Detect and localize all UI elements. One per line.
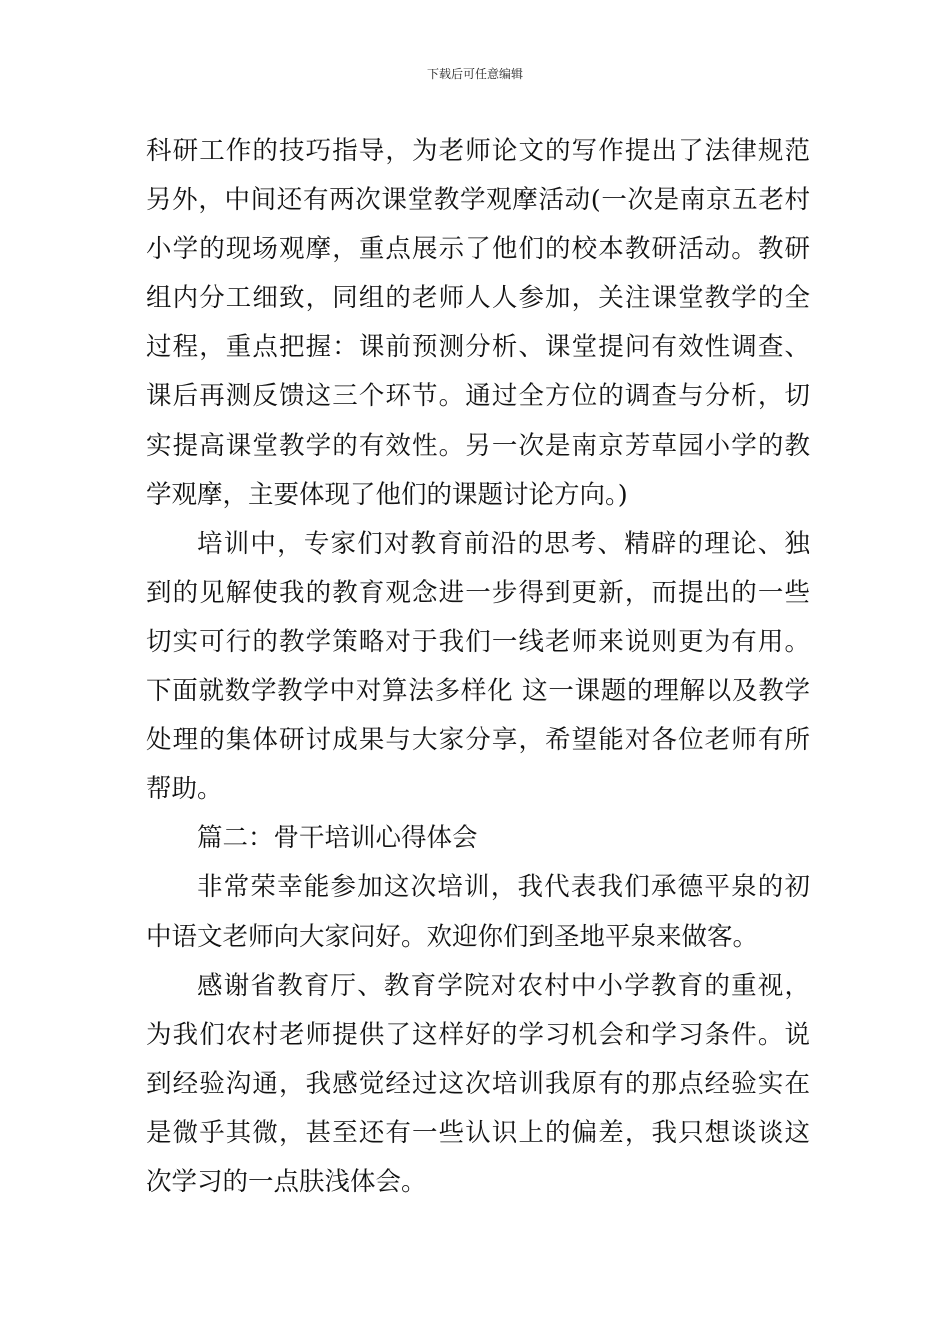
text-line: 课后再测反馈这三个环节。通过全方位的调查与分析，切 xyxy=(146,381,810,412)
text-line: 培训中，专家们对教育前沿的思考、精辟的理论、独 xyxy=(197,528,810,559)
text-line: 处理的集体研讨成果与大家分享，希望能对各位老师有所 xyxy=(146,725,810,756)
text-line: 组内分工细致，同组的老师人人参加，关注课堂教学的全 xyxy=(146,283,810,314)
page-header: 下载后可任意编辑 xyxy=(426,67,523,81)
text-line: 到经验沟通，我感觉经过这次培训我原有的那点经验实在 xyxy=(146,1068,810,1099)
section-heading: 篇二：骨干培训心得体会 xyxy=(197,823,478,854)
text-line: 中语文老师向大家问好。欢迎你们到圣地平泉来做客。 xyxy=(146,921,759,952)
text-line: 过程，重点把握：课前预测分析、课堂提问有效性调查、 xyxy=(146,332,810,363)
document-body xyxy=(146,127,810,1207)
text-line: 为我们农村老师提供了这样好的学习机会和学习条件。说 xyxy=(146,1019,810,1050)
text-line: 非常荣幸能参加这次培训，我代表我们承德平泉的初 xyxy=(197,872,810,903)
text-line: 到的见解使我的教育观念进一步得到更新，而提出的一些 xyxy=(146,577,810,608)
text-line: 另外，中间还有两次课堂教学观摩活动(一次是南京五老村 xyxy=(146,185,810,216)
text-line: 切实可行的教学策略对于我们一线老师来说则更为有用。 xyxy=(146,626,810,657)
text-line: 下面就数学教学中对算法多样化 这一课题的理解以及教学 xyxy=(146,676,810,707)
text-line: 次学习的一点肤浅体会。 xyxy=(146,1166,427,1197)
text-line: 感谢省教育厅、教育学院对农村中小学教育的重视， xyxy=(197,970,810,1001)
text-line: 科研工作的技巧指导，为老师论文的写作提出了法律规范 xyxy=(146,136,810,166)
text-line: 是微乎其微，甚至还有一些认识上的偏差，我只想谈谈这 xyxy=(146,1117,810,1148)
text-line: 帮助。 xyxy=(146,774,223,805)
text-line: 学观摩，主要体现了他们的课题讨论方向。) xyxy=(146,479,628,510)
text-line: 实提高课堂教学的有效性。另一次是南京芳草园小学的教 xyxy=(146,430,810,461)
text-line: 小学的现场观摩，重点展示了他们的校本教研活动。教研 xyxy=(146,234,810,265)
